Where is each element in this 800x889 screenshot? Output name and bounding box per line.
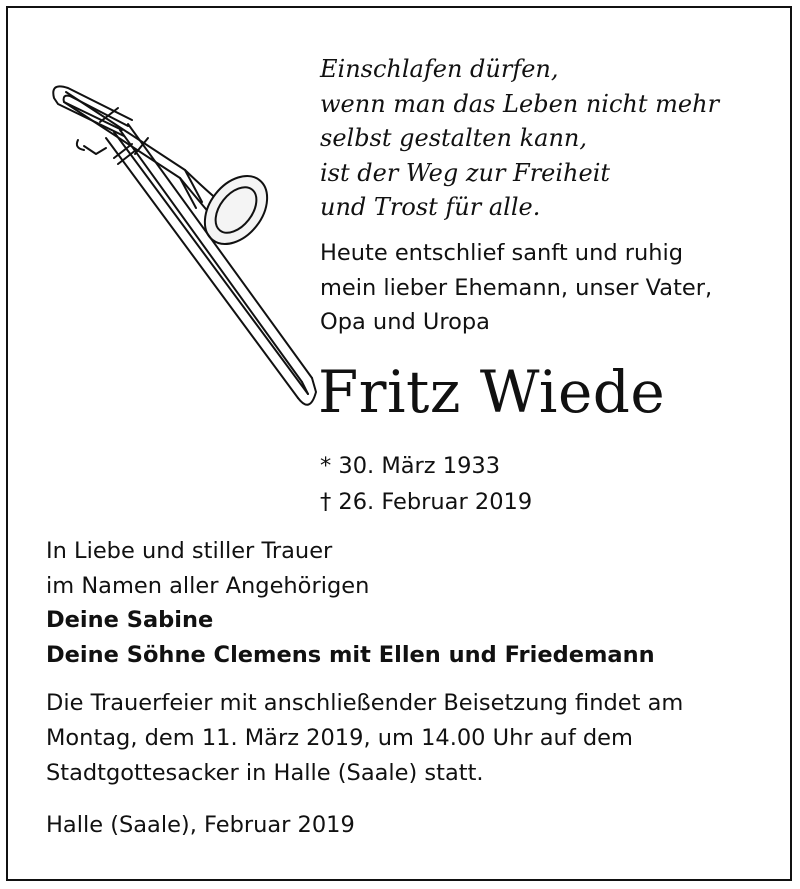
mourners-line: In Liebe und stiller Trauer (46, 538, 333, 564)
poem (320, 52, 719, 225)
funeral-info (46, 686, 683, 791)
trombone-icon (40, 52, 320, 422)
funeral-line: Die Trauerfeier mit anschließender Beisetzung findet am (46, 690, 684, 716)
intro-text (320, 236, 712, 340)
funeral-line: Stadtgottesacker in Halle (Saale) statt. (46, 760, 484, 786)
intro-line: mein lieber Ehemann, unser Vater, (320, 274, 713, 301)
deceased-name: Fritz Wiede (318, 358, 666, 426)
poem-line: wenn man das Leben nicht mehr (320, 89, 720, 118)
mourners-block (46, 534, 655, 672)
poem-line: ist der Weg zur Freiheit (320, 158, 611, 187)
birth-date: * 30. März 1933 (320, 453, 501, 479)
mourners-line: im Namen aller Angehörigen (46, 572, 370, 599)
death-date: † 26. Februar 2019 (320, 489, 533, 515)
poem-line: und Trost für alle. (320, 193, 541, 221)
funeral-line: Montag, dem 11. März 2019, um 14.00 Uhr auf dem (46, 725, 633, 751)
mourner-name: Deine Söhne Clemens mit Ellen und Friedemann (46, 641, 655, 668)
life-dates (320, 448, 532, 520)
place-date: Halle (Saale), Februar 2019 (46, 812, 355, 838)
poem-line: Einschlafen dürfen, (320, 55, 559, 83)
mourner-name: Deine Sabine (46, 607, 214, 633)
intro-line: Heute entschlief sanft und ruhig (320, 240, 684, 266)
poem-line: selbst gestalten kann, (320, 124, 587, 152)
intro-line: Opa und Uropa (320, 309, 490, 335)
